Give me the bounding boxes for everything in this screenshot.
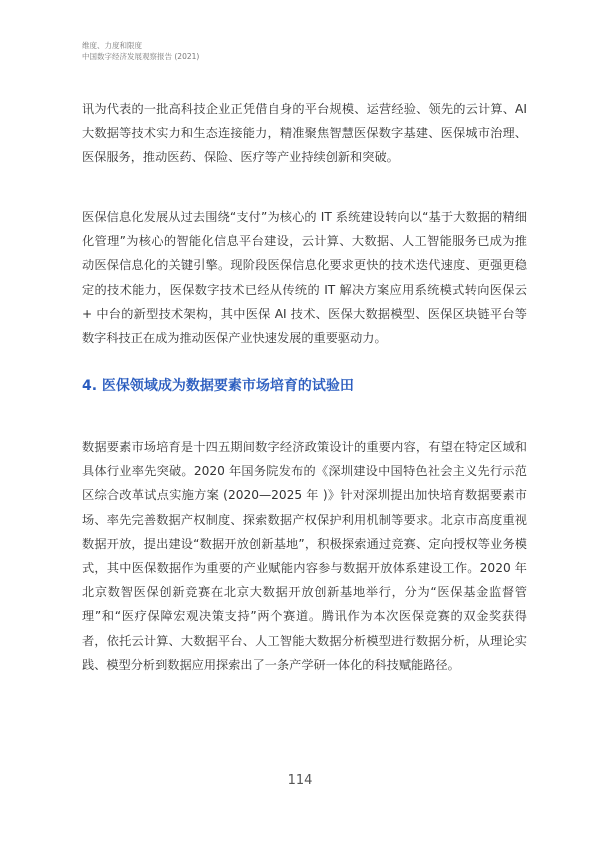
body-paragraph-2: 医保信息化发展从过去围绕“支付”为核心的 IT 系统建设转向以“基于大数据的精细化管理”为核心的智能化信息平台建设，云计算、大数据、人工智能服务已成为推动医保信息化的关键引擎。现阶段医保信息化要求更快的技术迭代速度、更强更稳定的技术能力，医保数字技术已经从传统的 IT 解决方案应用系统模式转向医保云 + 中台的新型技术架构，其中医保 AI 技术、医保大数据模型、医保区块链平台等数字科技正在成为推动医保产业快速发展的重要驱动力。 [82,210,527,346]
body-paragraph-1: 讯为代表的一批高科技企业正凭借自身的平台规模、运营经验、领先的云计算、AI 大数据等技术实力和生态连接能力，精准聚焦智慧医保数字基建、医保城市治理、医保服务，推动医药、保险、医疗等产业持续创新和突破。 [82,102,527,165]
running-header-title: 维度、力度和限度 [82,41,142,50]
section-heading: 4. 医保领域成为数据要素市场培育的试验田 [82,378,354,394]
running-header [82,40,199,62]
body-paragraph-3: 数据要素市场培育是十四五期间数字经济政策设计的重要内容，有望在特定区域和具体行业率先突破。2020 年国务院发布的《深圳建设中国特色社会主义先行示范区综合改革试点实施方案 (2020—2025 年 )》针对深圳提出加快培育数据要素市场、率先完善数据产权制度、探索数据产权保护利用机制等要求。北京市高度重视数据开放，提出建设“数据开放创新基地”，积极探索通过竞赛、定向授权等业务模式，其中医保数据作为重要的产业赋能内容参与数据开放体系建设工作。2020 年北京数智医保创新竞赛在北京大数据开放创新基地举行，分为“医保基金监督管理”和“医疗保障宏观决策支持”两个赛道。腾讯作为本次医保竞赛的双金奖获得者，依托云计算、大数据平台、人工智能大数据分析模型进行数据分析，从理论实践、模型分析到数据应用探索出了一条产学研一体化的科技赋能路径。 [82,440,527,672]
page-number: 114 [287,773,313,788]
running-header-subtitle: 中国数字经济发展观察报告 (2021) [82,52,200,61]
